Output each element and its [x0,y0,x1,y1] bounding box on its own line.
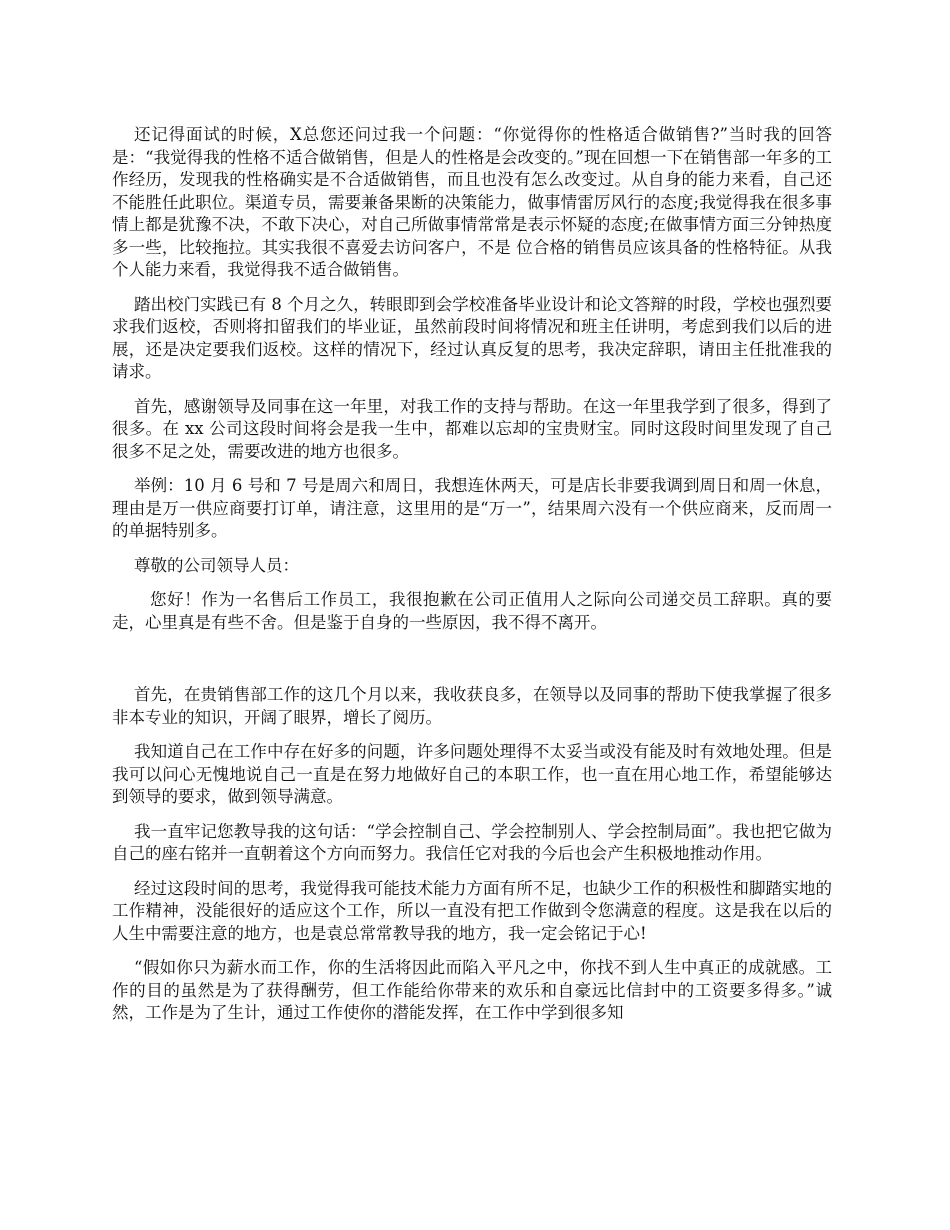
paragraph-salutation: 尊敬的公司领导人员： [134,555,299,575]
document-body [112,124,832,1037]
paragraph-first: 首先，在贵销售部工作的这几个月以来，我收获良多，在领导以及同事的帮助下使我掌握了很多非本专业的知识，开阔了眼界，增长了阅历。 [112,685,832,727]
paragraph-quote: “假如你只为薪水而工作，你的生活将因此而陷入平凡之中，你找不到人生中真正的成就感。工作的目的虽然是为了获得酬劳，但工作能给你带来的欢乐和自豪远比信封中的工资要多得多。”诚然，工作是为了生计，通过工作使你的潜能发挥，在工作中学到很多知 [112,958,832,1022]
paragraph-greeting: 您好！作为一名售后工作员工，我很抱歉在公司正值用人之际向公司递交员工辞职。真的要走，心里真是有些不舍。但是鉴于自身的一些原因，我不得不离开。 [112,590,832,632]
paragraph-problems: 我知道自己在工作中存在好多的问题，许多问题处理得不太妥当或没有能及时有效地处理。但是我可以问心无愧地说自己一直是在努力地做好自己的本职工作，也一直在用心地工作，希望能够达到领导的要求，做到领导满意。 [112,742,832,806]
paragraph-thanks: 首先，感谢领导及同事在这一年里，对我工作的支持与帮助。在这一年里我学到了很多，得到了很多。在 xx 公司这段时间将会是我一生中，都难以忘却的宝贵财宝。同时这段时间里发现了自己很多不足之处，需要改进的地方也很多。 [112,396,832,461]
paragraph-interview: 还记得面试的时候，X总您还问过我一个问题：“你觉得你的性格适合做销售?”当时我的回答是：“我觉得我的性格不适合做销售，但是人的性格是会改变的。”现在回想一下在销售部一年多的工作经历，发现我的性格确实是不合适做销售，而且也没有怎么改变过。从自身的能力来看，自己还不能胜任此职位。渠道专员，需要兼备果断的决策能力，做事情雷厉风行的态度;我觉得我在很多事情上都是犹豫不决，不敢下决心，对自己所做事情常常是表示怀疑的态度;在做事情方面三分钟热度多一些，比较拖拉。其实我很不喜爱去访问客户，不是 位合格的销售员应该具备的性格特征。从我个人能力来看，我觉得我不适合做销售。 [112,125,832,279]
paragraph-reflection: 经过这段时间的思考，我觉得我可能技术能力方面有所不足，也缺少工作的积极性和脚踏实地的工作精神，没能很好的适应这个工作，所以一直没有把工作做到令您满意的程度。这是我在以后的人生中需要注意的地方，也是袁总常常教导我的地方，我一定会铭记于心! [112,878,832,943]
paragraph-example: 举例：10 月 6 号和 7 号是周六和周日，我想连休两天，可是店长非要我调到周日和周一休息，理由是万一供应商要打订单，请注意，这里用的是“万一”，结果周六没有一个供应商来，反而周一的单据特别多。 [112,476,832,540]
paragraph-return-school: 踏出校门实践已有 8 个月之久，转眼即到会学校准备毕业设计和论文答辩的时段，学校也强烈要求我们返校，否则将扣留我们的毕业证，虽然前段时间将情况和班主任讲明，考虑到我们以后的进展，还是决定要我们返校。这样的情况下，经过认真反复的思考，我决定辞职，请田主任批准我的请求。 [112,294,832,381]
paragraph-gap [112,646,832,684]
paragraph-motto: 我一直牢记您教导我的这句话：“学会控制自己、学会控制别人、学会控制局面”。我也把它做为自己的座右铭并一直朝着这个方向而努力。我信任它对我的今后也会产生积极地推动作用。 [112,821,832,863]
